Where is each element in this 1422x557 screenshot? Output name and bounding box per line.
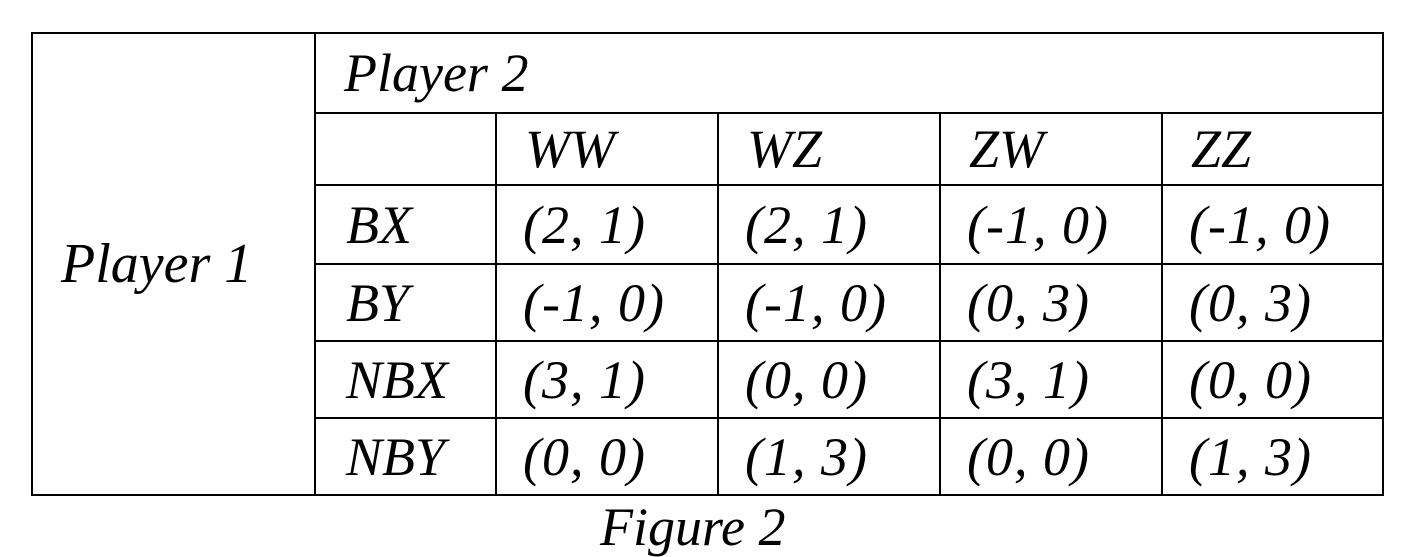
row-strategy: BX	[315, 185, 496, 264]
column-header: ZW	[940, 113, 1162, 185]
payoff-cell: (0, 0)	[496, 418, 718, 495]
player2-label: Player 2	[315, 33, 1383, 113]
payoff-cell: (1, 3)	[718, 418, 940, 495]
payoff-cell: (-1, 0)	[940, 185, 1162, 264]
figure-caption: Figure 2	[600, 497, 786, 557]
column-header: WW	[496, 113, 718, 185]
payoff-cell: (0, 0)	[940, 418, 1162, 495]
payoff-cell: (0, 3)	[940, 264, 1162, 341]
row-strategy: BY	[315, 264, 496, 341]
payoff-cell: (0, 0)	[718, 341, 940, 418]
payoff-cell: (1, 3)	[1162, 418, 1383, 495]
payoff-cell: (3, 1)	[940, 341, 1162, 418]
payoff-cell: (0, 3)	[1162, 264, 1383, 341]
payoff-cell: (-1, 0)	[496, 264, 718, 341]
column-header: ZZ	[1162, 113, 1383, 185]
payoff-cell: (-1, 0)	[718, 264, 940, 341]
row-strategy: NBY	[315, 418, 496, 495]
payoff-cell: (0, 0)	[1162, 341, 1383, 418]
corner-cell	[315, 113, 496, 185]
payoff-cell: (3, 1)	[496, 341, 718, 418]
row-strategy: NBX	[315, 341, 496, 418]
payoff-cell: (2, 1)	[496, 185, 718, 264]
column-header: WZ	[718, 113, 940, 185]
payoff-cell: (-1, 0)	[1162, 185, 1383, 264]
player2-header-row	[32, 33, 1383, 113]
payoff-matrix	[31, 32, 1384, 496]
player1-label: Player 1	[32, 33, 315, 495]
payoff-cell: (2, 1)	[718, 185, 940, 264]
